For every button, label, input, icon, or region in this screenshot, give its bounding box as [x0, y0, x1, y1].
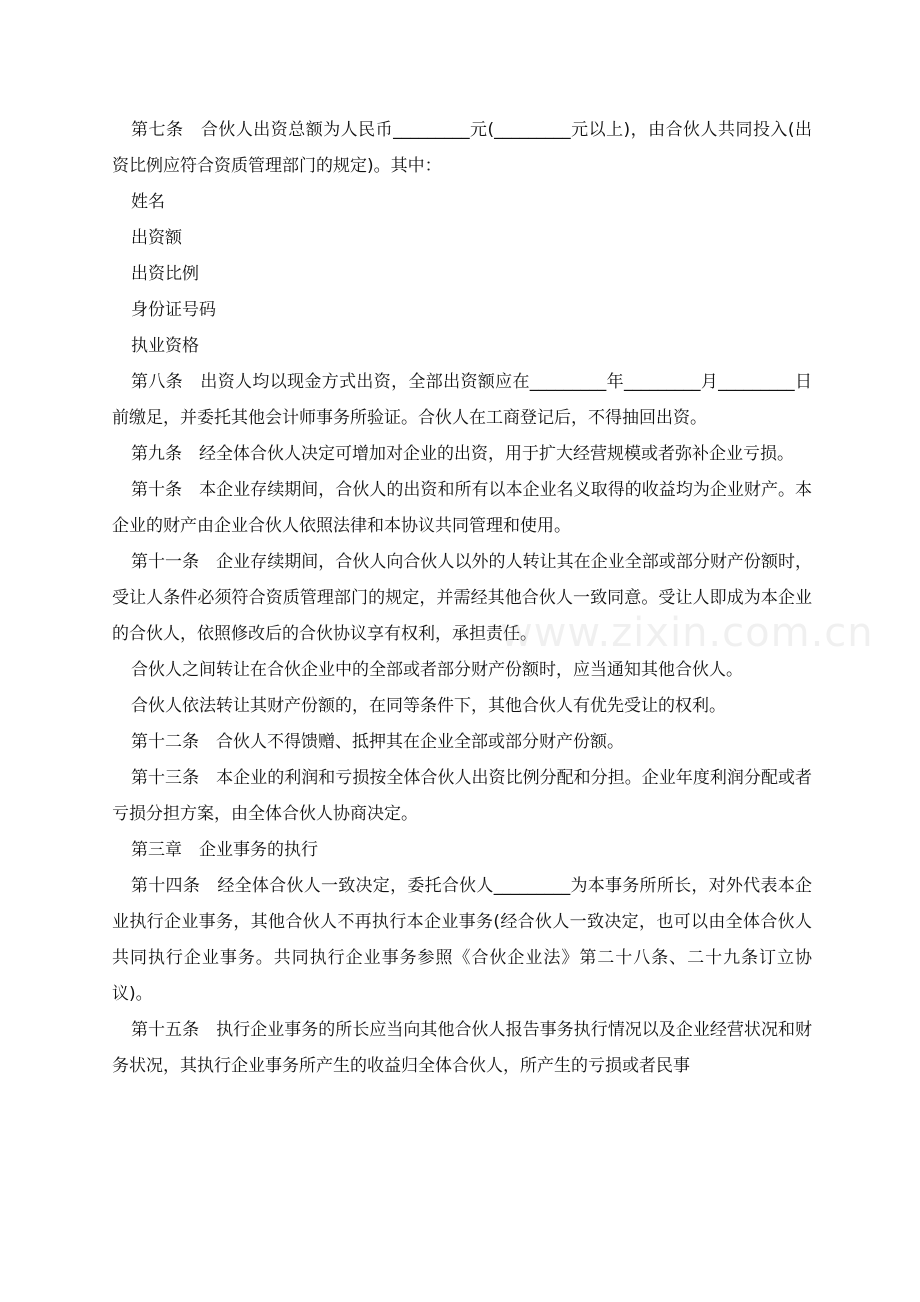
document-body	[112, 112, 812, 1084]
list-item-name: 姓名	[131, 192, 165, 212]
article-11-clause-2: 合伙人之间转让在合伙企业中的全部或者部分财产份额时，应当通知其他合伙人。	[131, 660, 743, 680]
list-item-qualification: 执业资格	[131, 336, 199, 356]
article-10: 第十条 本企业存续期间，合伙人的出资和所有以本企业名义取得的收益均为企业财产。本企业的财产由企业合伙人依照法律和本协议共同管理和使用。	[112, 480, 812, 536]
article-12: 第十二条 合伙人不得馈赠、抵押其在企业全部或部分财产份额。	[131, 732, 624, 752]
list-item-id-number: 身份证号码	[131, 300, 216, 320]
article-8: 第八条 出资人均以现金方式出资，全部出资额应在_________年_________月_________日前缴足，并委托其他会计师事务所验证。合伙人在工商登记后，不得抽回出资。	[112, 372, 812, 428]
article-7: 第七条 合伙人出资总额为人民币_________元(_________元以上)，由合伙人共同投入(出资比例应符合资质管理部门的规定)。其中：	[112, 120, 812, 176]
article-14: 第十四条 经全体合伙人一致决定，委托合伙人_________为本事务所所长，对外代表本企业执行企业事务，其他合伙人不再执行本企业事务(经合伙人一致决定，也可以由全体合伙人共同执行企业事务。共同执行企业事务参照《合伙企业法》第二十八条、二十九条订立协议)。	[112, 876, 812, 1004]
article-11-clause-3: 合伙人依法转让其财产份额的，在同等条件下，其他合伙人有优先受让的权利。	[131, 696, 726, 716]
article-15: 第十五条 执行企业事务的所长应当向其他合伙人报告事务执行情况以及企业经营状况和财务状况，其执行企业事务所产生的收益归全体合伙人，所产生的亏损或者民事	[112, 1020, 812, 1076]
list-item-contribution: 出资额	[131, 228, 182, 248]
article-11: 第十一条 企业存续期间，合伙人向合伙人以外的人转让其在企业全部或部分财产份额时，受让人条件必须符合资质管理部门的规定，并需经其他合伙人一致同意。受让人即成为本企业的合伙人，依照修改后的合伙协议享有权利，承担责任。	[112, 552, 812, 644]
article-9: 第九条 经全体合伙人决定可增加对企业的出资，用于扩大经营规模或者弥补企业亏损。	[131, 444, 794, 464]
watermark: www.zixin.com.cn	[500, 610, 874, 656]
article-13: 第十三条 本企业的利润和亏损按全体合伙人出资比例分配和分担。企业年度利润分配或者亏损分担方案，由全体合伙人协商决定。	[112, 768, 812, 824]
list-item-ratio: 出资比例	[131, 264, 199, 284]
chapter-3-heading: 第三章 企业事务的执行	[131, 840, 318, 860]
